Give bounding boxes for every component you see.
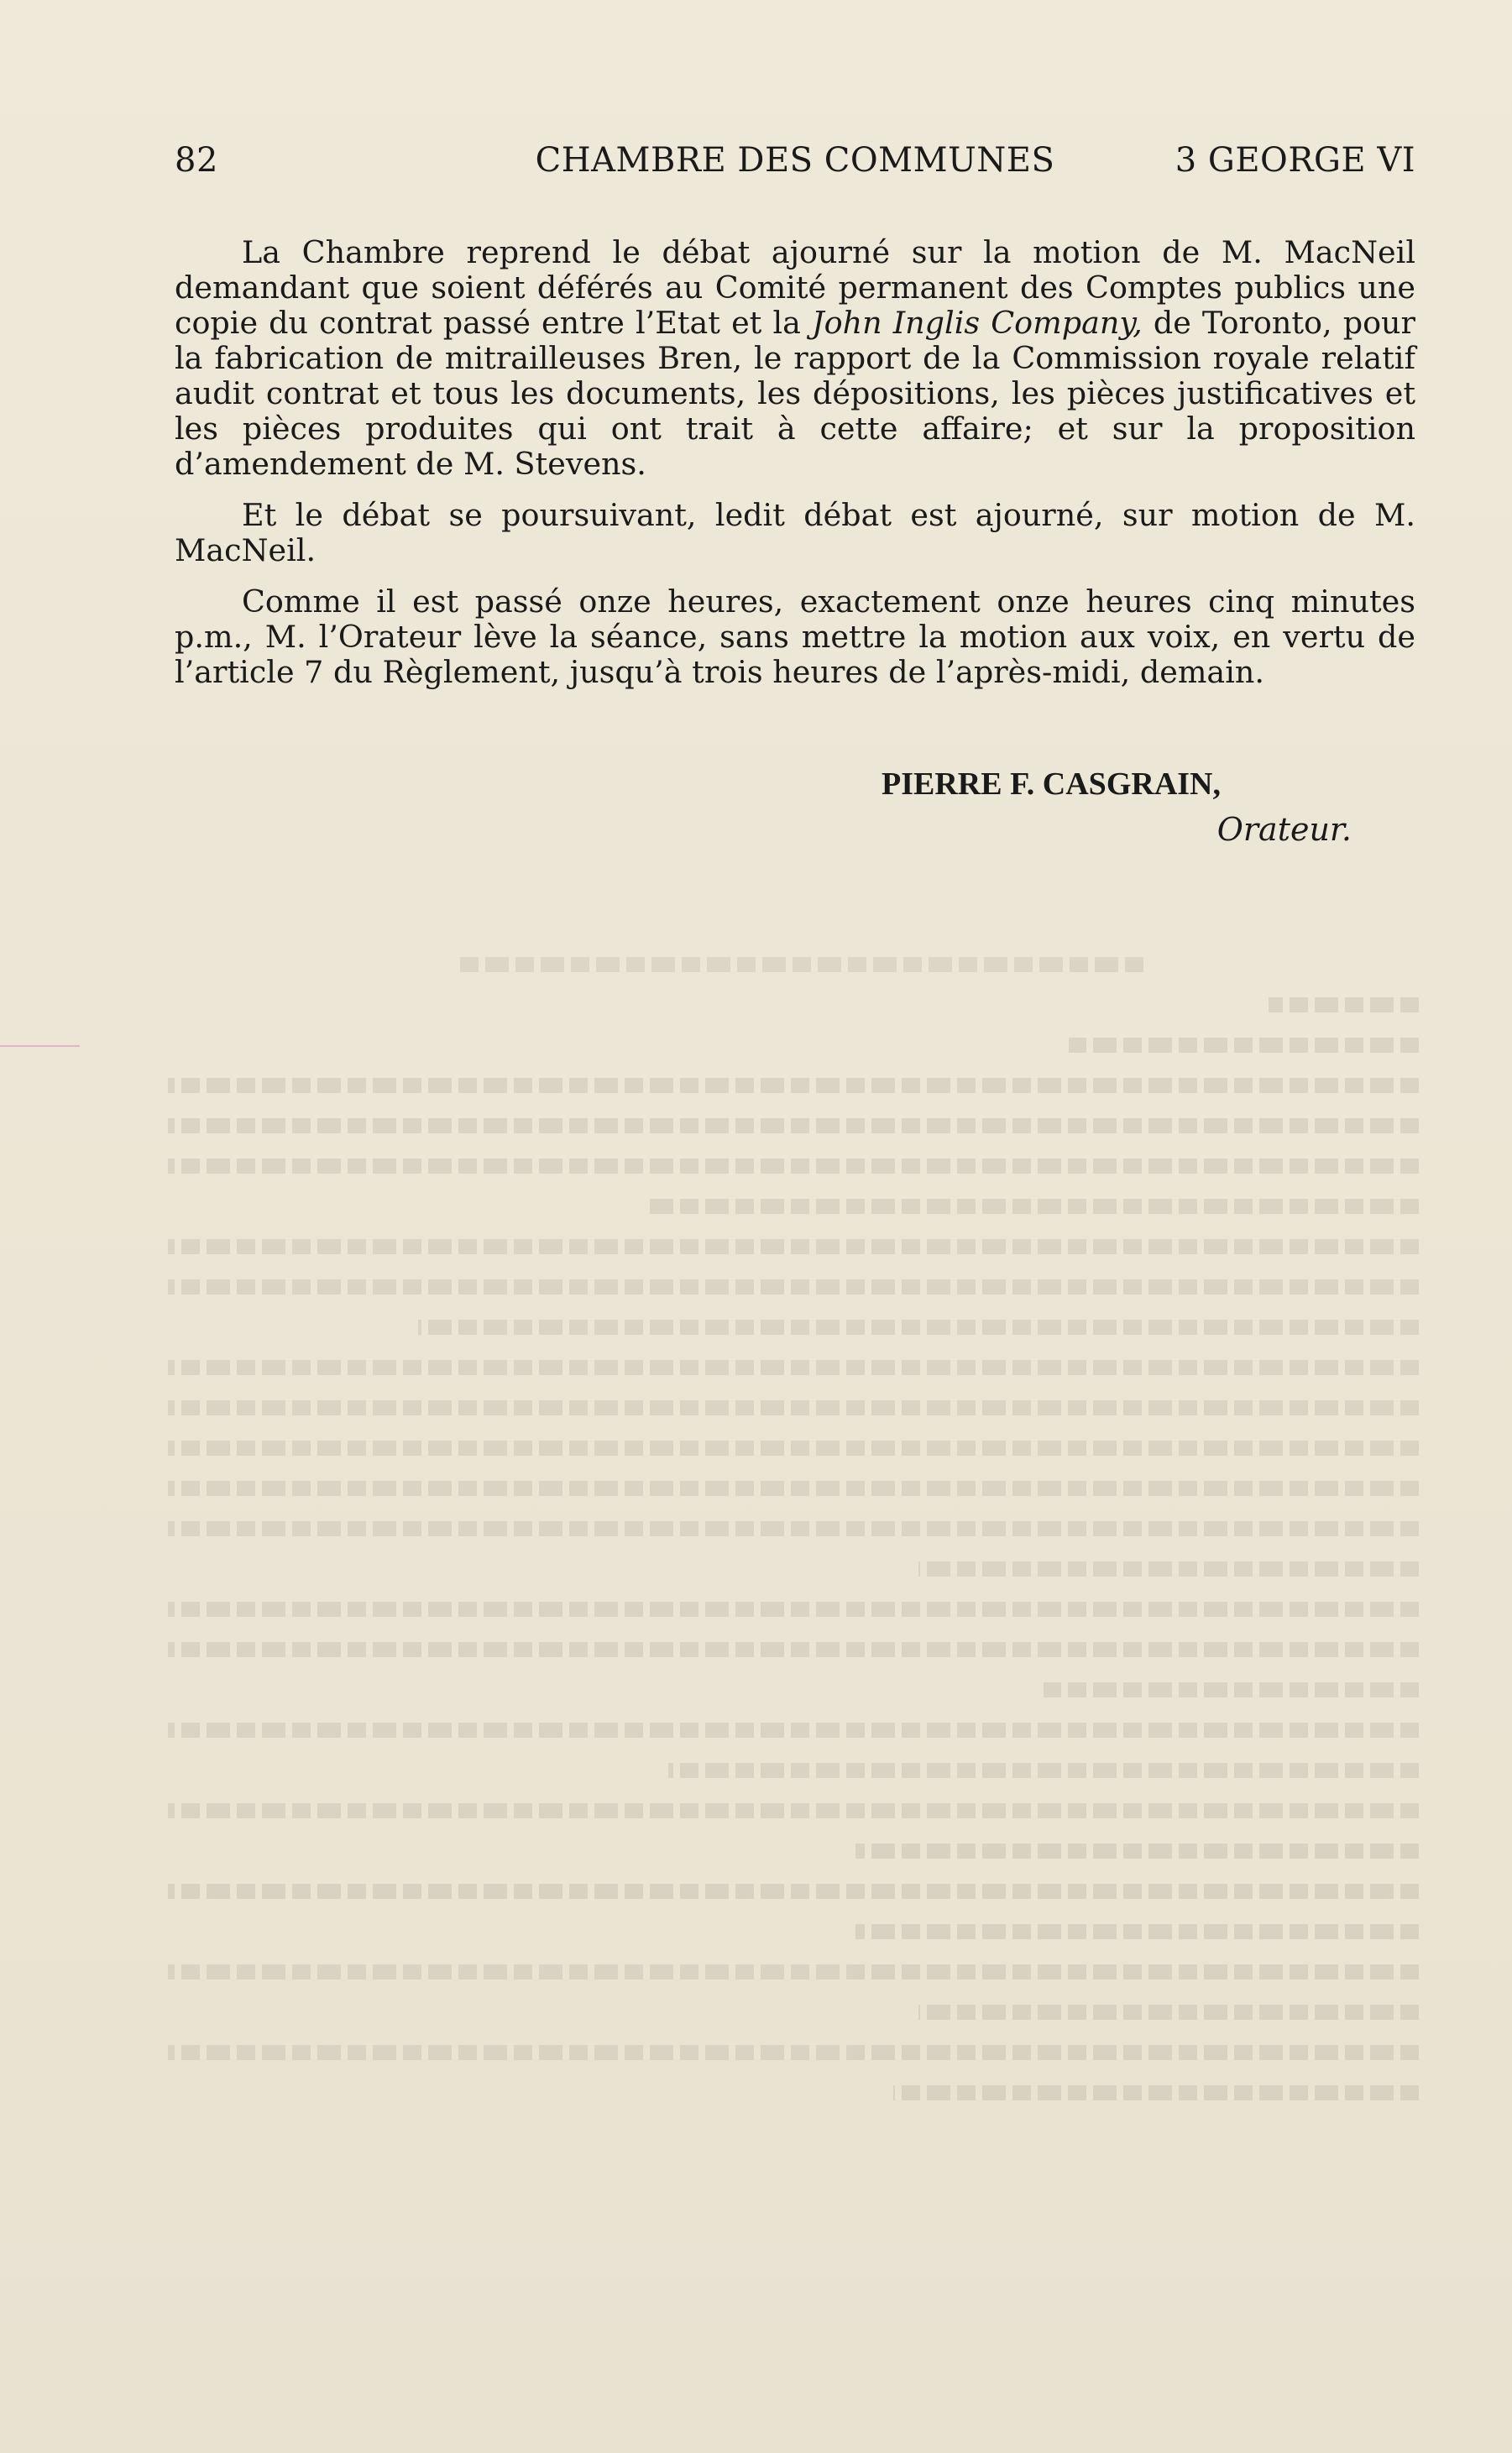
bleed-line xyxy=(643,1199,1419,1214)
bleed-line xyxy=(856,1844,1420,1859)
header-title: CHAMBRE DES COMMUNES xyxy=(535,141,1055,180)
bleed-line xyxy=(168,1360,1419,1375)
body-text xyxy=(175,235,1415,706)
bleed-line xyxy=(168,1239,1419,1254)
bleed-line xyxy=(1044,1682,1419,1697)
bleed-line xyxy=(1269,997,1419,1012)
bleed-line xyxy=(1069,1038,1419,1053)
bleed-line xyxy=(418,1320,1419,1335)
reverse-side-bleed-through xyxy=(168,957,1419,2401)
running-header xyxy=(175,141,1415,191)
bleed-line xyxy=(168,1884,1419,1899)
paragraph-text: La Chambre reprend le débat ajourné sur la motion de M. MacNeil demandant que soient déférés au Comité permanent des Comptes publics une copie du contrat passé entre l’Etat et la xyxy=(175,234,1415,341)
paragraph-debate-resumed xyxy=(175,235,1415,482)
page-number: 82 xyxy=(175,141,218,180)
bleed-line xyxy=(168,1964,1419,1980)
bleed-line xyxy=(456,957,1144,972)
speaker-title: Orateur. xyxy=(1216,811,1352,848)
bleed-line xyxy=(918,2005,1419,2020)
bleed-line xyxy=(168,1441,1419,1456)
bleed-line xyxy=(168,1400,1419,1415)
bleed-line xyxy=(893,2085,1419,2100)
company-name: John Inglis Company, xyxy=(812,305,1143,341)
regnal-year: 3 GEORGE VI xyxy=(1175,141,1415,180)
paragraph-sitting-adjourned: Comme il est passé onze heures, exactement onze heures cinq minutes p.m., M. l’Orateur lève la séance, sans mettre la motion aux voix, en vertu de l’article 7 du Règlement, jusqu’à trois heures de l’après-midi, demain. xyxy=(175,583,1415,690)
bleed-line xyxy=(168,1118,1419,1133)
bleed-line xyxy=(168,1481,1419,1496)
bleed-line xyxy=(168,2045,1419,2060)
bleed-line xyxy=(168,1723,1419,1738)
bleed-line xyxy=(918,1561,1419,1577)
bleed-line xyxy=(168,1521,1419,1536)
bleed-line xyxy=(168,1602,1419,1617)
bleed-line xyxy=(168,1078,1419,1093)
speaker-name: PIERRE F. CASGRAIN, xyxy=(882,766,1221,802)
bleed-line xyxy=(168,1642,1419,1657)
margin-mark xyxy=(0,1045,80,1047)
paragraph-debate-adjourned: Et le débat se poursuivant, ledit débat est ajourné, sur motion de M. MacNeil. xyxy=(175,497,1415,568)
bleed-line xyxy=(668,1763,1419,1778)
bleed-line xyxy=(168,1803,1419,1818)
bleed-line xyxy=(168,1159,1419,1174)
paragraph-text: de Toronto, pour la fabrication de mitrailleuses Bren, le rapport de la Commission royale relatif audit contrat et tous les documents, les dépositions, les pièces justificatives et les pièces produites qui ont trait à cette affaire; et sur la proposition d’amendement de M. Stevens. xyxy=(175,305,1416,482)
bleed-line xyxy=(856,1924,1420,1939)
bleed-line xyxy=(168,1279,1419,1294)
signature-block xyxy=(882,766,1352,866)
